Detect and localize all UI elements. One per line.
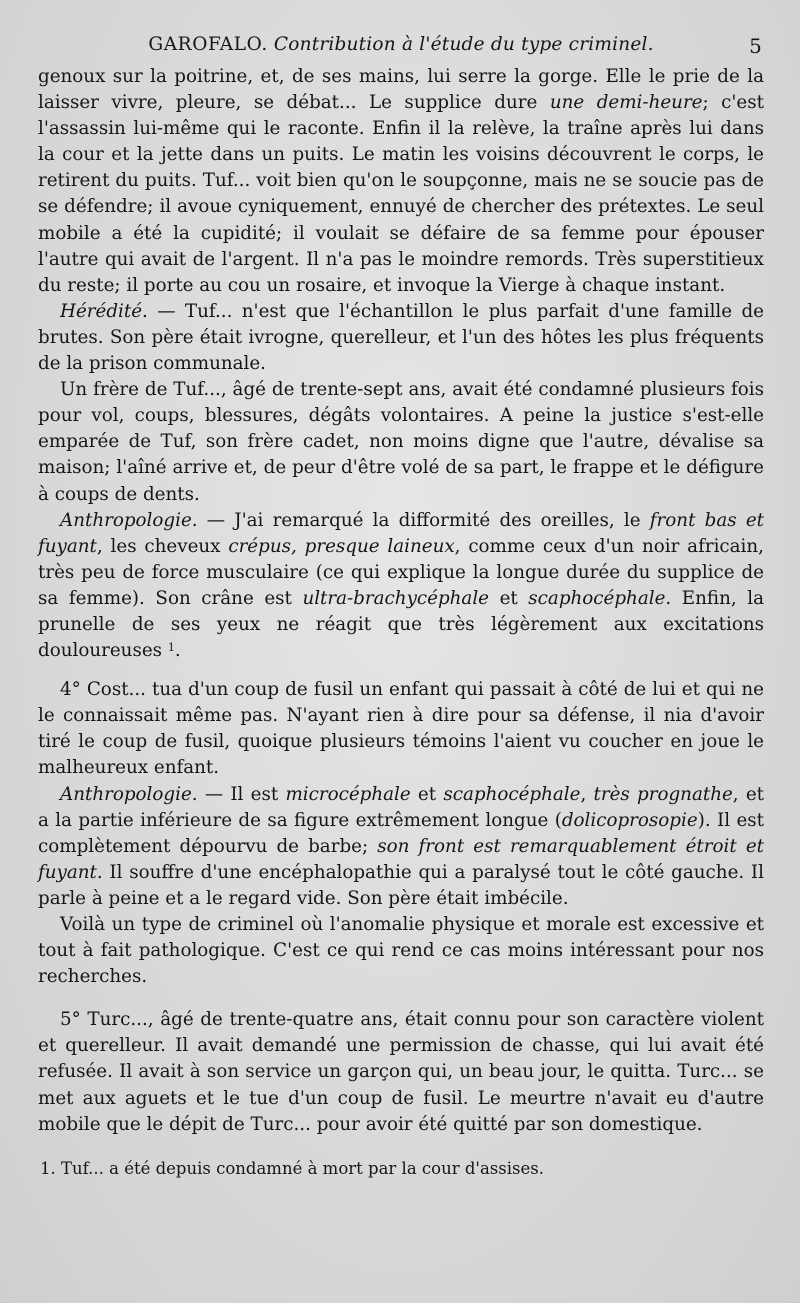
paragraph bbox=[38, 299, 764, 377]
text-run: , bbox=[580, 783, 594, 805]
text-run: ). Il est complètement dépourvu de barbe; bbox=[38, 809, 764, 857]
text-run: , comme ceux d'un noir africain, très peu de force musculaire (ce qui explique la longue durée du supplice de sa femme). Son crâne est bbox=[38, 535, 764, 609]
text-run: . bbox=[174, 640, 181, 662]
paragraph bbox=[38, 377, 764, 507]
text-run: — Tuf... n'est que l'échantillon le plus parfait d'une famille de brutes. Son père était ivrogne, querelleur, et l'un des hôtes les plus fréquents de la prison communale. bbox=[38, 300, 764, 375]
paragraph bbox=[38, 64, 764, 299]
paragraph bbox=[38, 677, 764, 781]
italic-run: son front est remarquablement étroit et fuyant bbox=[38, 835, 764, 883]
paragraph bbox=[38, 508, 764, 665]
text-run: et bbox=[410, 783, 444, 805]
italic-run: crépus, presque laineux bbox=[228, 535, 455, 557]
italic-run: très prognathe bbox=[593, 783, 733, 805]
running-header bbox=[38, 34, 764, 64]
italic-run: front bas et fuyant bbox=[38, 509, 764, 557]
text-run: ; c'est l'assassin lui-même qui le raconte. Enfin il la relève, la traîne après lui dans la cour et la jette dans un puits. Le matin les voisins découvrent le corps, le retirent du puits. Tuf... voit bien qu'on le soupçonne, mais ne se soucie pas de se défendre; il avoue cyniquement, ennuyé de chercher des prétextes. Le seul mobile a été la cupidité; il voulait se défaire de sa femme pour épouser l'autre qui avait de l'argent. Il n'a pas le moindre remords. Très superstitieux du reste; il porte au cou un rosaire, et invoque la Vierge à chaque instant. bbox=[38, 92, 764, 296]
text-run: 5° Turc..., âgé de trente-quatre ans, était connu pour son caractère violent et querelleur. Il avait demandé une permission de chasse, qui lui avait été refusée. Il avait à son service un garçon qui, un beau jour, le quitta. Turc... se met aux aguets et le tue d'un coup de fusil. Le meurtre n'avait eu d'autre mobile que le dépit de Turc... pour avoir été quitté par son domestique. bbox=[38, 1009, 764, 1135]
text-run: genoux sur la poitrine, et, de ses mains, lui serre la gorge. Elle le prie de la laisser vivre, pleure, se débat... Le supplice dure bbox=[38, 66, 764, 114]
text-run: — J'ai remarqué la difformité des oreilles, le bbox=[197, 509, 650, 531]
italic-run: ultra-brachycéphale bbox=[302, 587, 489, 609]
text-run: . Enfin, la prunelle de ses yeux ne réagit que très légèrement aux excitations douloureuses bbox=[38, 587, 764, 662]
paragraph bbox=[38, 782, 764, 912]
text-run: et bbox=[489, 587, 529, 609]
paragraph bbox=[38, 912, 764, 990]
text-run: Un frère de Tuf..., âgé de trente-sept ans, avait été condamné plusieurs fois pour vol, coups, blessures, dégâts volontaires. A peine la justice s'est-elle emparée de Tuf, son frère cadet, non moins digne que l'autre, dévalise sa maison; l'aîné arrive et, de peur d'être volé de sa part, le frappe et le défigure à coups de dents. bbox=[38, 379, 764, 505]
header-author: GAROFALO. bbox=[148, 34, 268, 55]
text-run: Voilà un type de criminel où l'anomalie physique et morale est excessive et tout à fait pathologique. C'est ce qui rend ce cas moins intéressant pour nos recherches. bbox=[38, 914, 764, 988]
italic-run: dolicoprosopie bbox=[561, 809, 698, 831]
text-run: 4° Cost... tua d'un coup de fusil un enfant qui passait à côté de lui et qui ne le connaissait même pas. N'ayant rien à dire pour sa défense, il nia d'avoir tiré le coup de fusil, quoique plusieurs témoins l'aient vu coucher en joue le malheureux enfant. bbox=[38, 679, 764, 779]
page-number: 5 bbox=[749, 34, 762, 58]
text-run: , et a la partie inférieure de sa figure extrêmement longue ( bbox=[38, 783, 764, 831]
header-title: Contribution à l'étude du type criminel. bbox=[273, 34, 654, 55]
italic-run: microcéphale bbox=[285, 783, 411, 805]
body-text bbox=[38, 64, 764, 1138]
text-run: — Il est bbox=[197, 783, 286, 805]
italic-run: scaphocéphale bbox=[528, 587, 666, 609]
paragraph bbox=[38, 1007, 764, 1137]
italic-run: Anthropologie. bbox=[60, 509, 198, 531]
footnote-ref: 1 bbox=[167, 641, 175, 655]
footnote: 1. Tuf... a été depuis condamné à mort par la cour d'assises. bbox=[40, 1158, 544, 1178]
text-run: , les cheveux bbox=[96, 535, 229, 557]
italic-run: Anthropologie. bbox=[60, 783, 198, 805]
italic-run: scaphocéphale bbox=[443, 783, 581, 805]
italic-run: une demi-heure bbox=[549, 92, 703, 114]
italic-run: Hérédité. bbox=[60, 300, 148, 322]
text-run: . Il souffre d'une encéphalopathie qui a paralysé tout le côté gauche. Il parle à peine et a le regard vide. Son père était imbécile. bbox=[38, 861, 764, 909]
